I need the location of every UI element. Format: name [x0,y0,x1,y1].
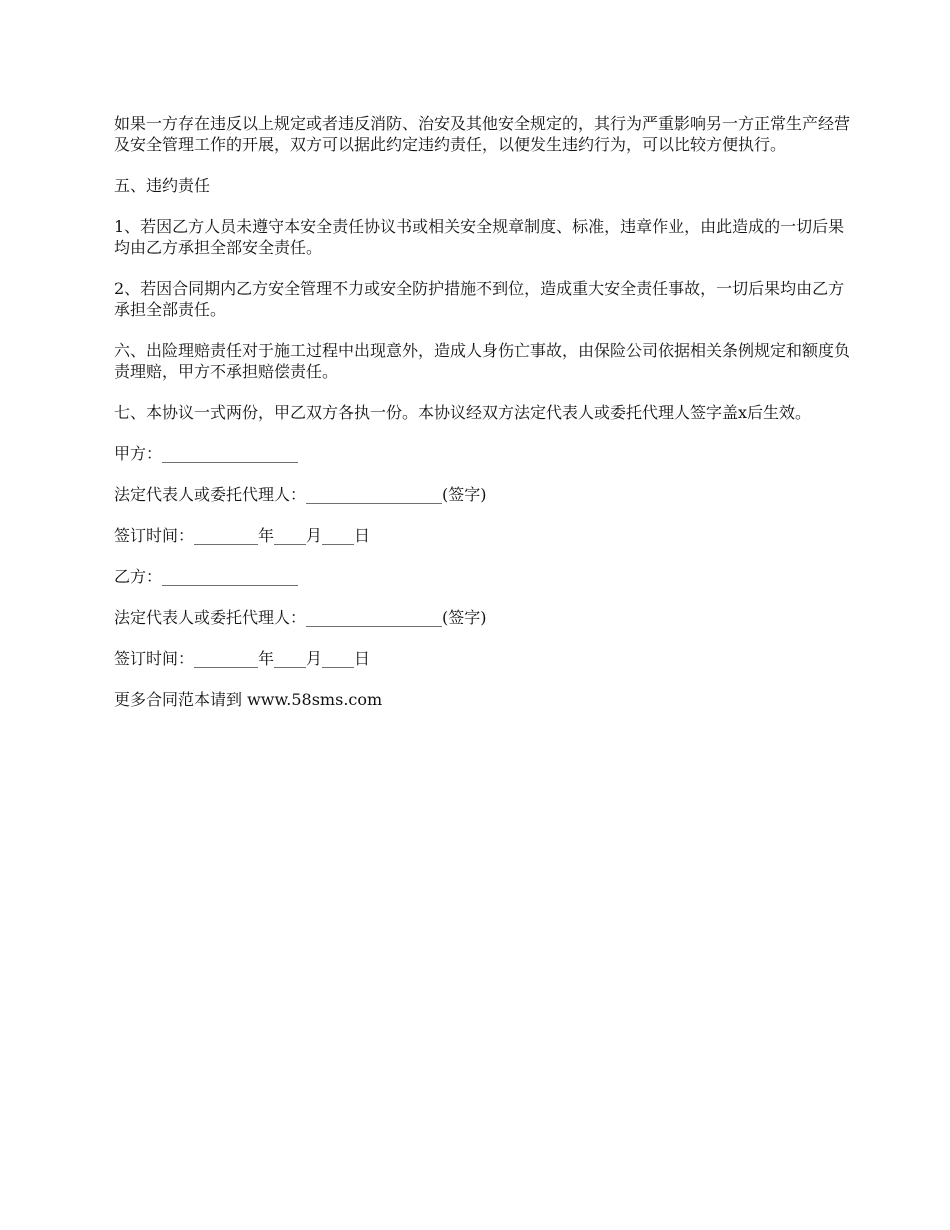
paragraph-violation-clause: 如果一方存在违反以上规定或者违反消防、治安及其他安全规定的，其行为严重影响另一方正常生产经营及安全管理工作的开展，双方可以据此约定违约责任，以便发生违约行为，可以比较方便执行。 [114,114,851,154]
paragraph-insurance-clause: 六、出险理赔责任对于施工过程中出现意外，造成人身伤亡事故，由保险公司依据相关条例规定和额度负责理赔，甲方不承担赔偿责任。 [114,341,851,381]
party-b-date-line: 签订时间：________年____月____日 [114,649,371,668]
party-a-date-line: 签订时间：________年____月____日 [114,526,371,545]
footer-website-line: 更多合同范本请到 www.58sms.com [114,690,383,709]
paragraph-liability-2: 2、若因合同期内乙方安全管理不力或安全防护措施不到位，造成重大安全责任事故，一切后果均由乙方承担全部责任。 [114,279,845,319]
paragraph-copies-clause: 七、本协议一式两份，甲乙双方各执一份。本协议经双方法定代表人或委托代理人签字盖x后生效。 [114,403,812,422]
party-a-representative-line: 法定代表人或委托代理人：_________________(签字) [114,485,487,504]
paragraph-liability-1: 1、若因乙方人员未遵守本安全责任协议书或相关安全规章制度、标准，违章作业，由此造成的一切后果均由乙方承担全部安全责任。 [114,217,845,257]
document-body [114,113,854,730]
section-heading-liability: 五、违约责任 [114,176,211,195]
party-a-line: 甲方：_________________ [114,444,299,463]
party-b-representative-line: 法定代表人或委托代理人：_________________(签字) [114,608,487,627]
party-b-line: 乙方：_________________ [114,567,299,586]
